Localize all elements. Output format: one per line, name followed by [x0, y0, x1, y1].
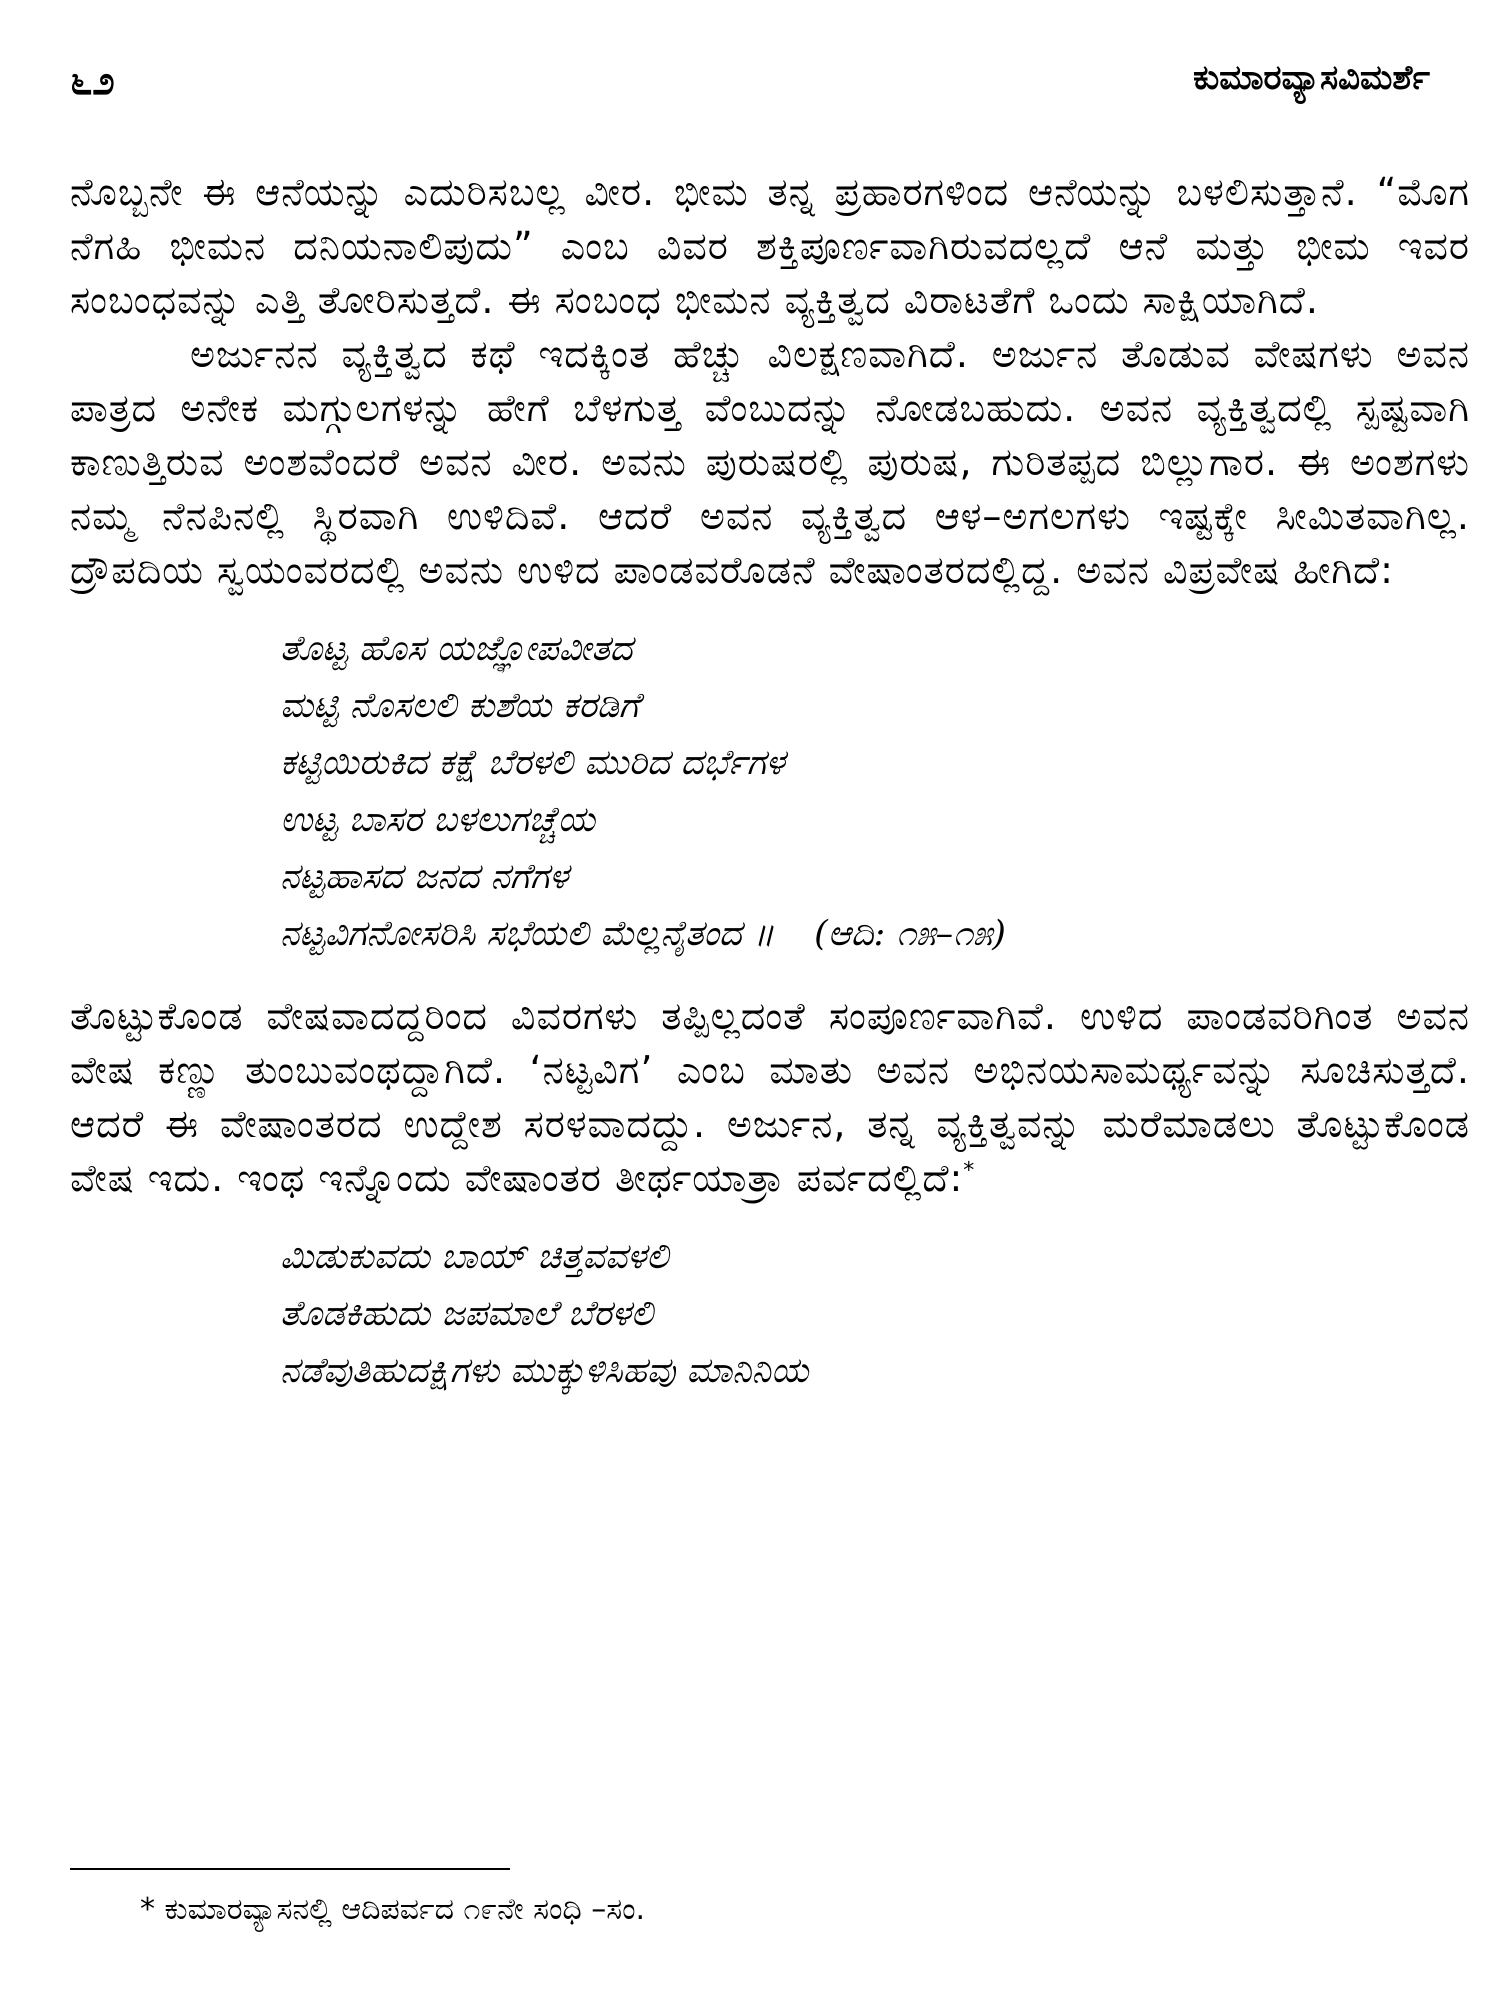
verse-line: ನಟ್ಟಹಾಸದ ಜನದ ನಗೆಗಳ — [280, 857, 569, 897]
footnote: * ಕುಮಾರವ್ಯಾಸನಲ್ಲಿ ಆದಿಪರ್ವದ ೧೯ನೇ ಸಂಧಿ –ಸಂ. — [140, 1892, 646, 1927]
verse-line: ಮಿಡುಕುವದು ಬಾಯ್ ಚಿತ್ತವವಳಲಿ — [280, 1237, 669, 1277]
verse-block — [280, 621, 1470, 963]
paragraph: ಅರ್ಜುನನ ವ್ಯಕ್ತಿತ್ವದ ಕಥೆ ಇದಕ್ಕಿಂತ ಹೆಚ್ಚು ವಿಲಕ್ಷಣವಾಗಿದೆ. ಅರ್ಜುನ ತೊಡುವ ವೇಷಗಳು ಅವನ ಪಾತ್ರದ ಅನೇಕ ಮಗ್ಗುಲಗಳನ್ನು ಹೇಗೆ ಬೆಳಗುತ್ತ ವೆಂಬುದನ್ನು ನೋಡಬಹುದು. ಅವನ ವ್ಯಕ್ತಿತ್ವದಲ್ಲಿ ಸ್ಪಷ್ಟವಾಗಿ ಕಾಣುತ್ತಿರುವ ಅಂಶವೆಂದರೆ ಅವನ ವೀರ. ಅವನು ಪುರುಷರಲ್ಲಿ ಪುರುಷ, ಗುರಿತಪ್ಪದ ಬಿಲ್ಲುಗಾರ. ಈ ಅಂಶಗಳು ನಮ್ಮ ನೆನಪಿನಲ್ಲಿ ಸ್ಥಿರವಾಗಿ ಉಳಿದಿವೆ. ಆದರೆ ಅವನ ವ್ಯಕ್ತಿತ್ವದ ಆಳ–ಅಗಲಗಳು ಇಷ್ಟಕ್ಕೇ ಸೀಮಿತವಾಗಿಲ್ಲ. ದ್ರೌಪದಿಯ ಸ್ವಯಂವರದಲ್ಲಿ ಅವನು ಉಳಿದ ಪಾಂಡವರೊಡನೆ ವೇಷಾಂತರದಲ್ಲಿದ್ದ. ಅವನ ವಿಪ್ರವೇಷ ಹೀಗಿದೆ: — [70, 332, 1470, 592]
footnote-marker: * — [963, 1158, 976, 1184]
paragraph: ನೊಬ್ಬನೇ ಈ ಆನೆಯನ್ನು ಎದುರಿಸಬಲ್ಲ ವೀರ. ಭೀಮ ತನ್ನ ಪ್ರಹಾರಗಳಿಂದ ಆನೆಯನ್ನು ಬಳಲಿಸುತ್ತಾನೆ. “ಮೊಗ ನೆಗಹಿ ಭೀಮನ ದನಿಯನಾಲಿಪುದು” ಎಂಬ ವಿವರ ಶಕ್ತಿಪೂರ್ಣವಾಗಿರುವದಲ್ಲದೆ ಆನೆ ಮತ್ತು ಭೀಮ ಇವರ ಸಂಬಂಧವನ್ನು ಎತ್ತಿ ತೋರಿಸುತ್ತದೆ. ಈ ಸಂಬಂಧ ಭೀಮನ ವ್ಯಕ್ತಿತ್ವದ ವಿರಾಟತೆಗೆ ಒಂದು ಸಾಕ್ಷಿಯಾಗಿದೆ. — [70, 170, 1470, 322]
page-number: ೬೨ — [70, 58, 115, 104]
footnote-divider — [70, 1868, 510, 1870]
verse-line: ತೊಡಕಿಹುದು ಜಪಮಾಲೆ ಬೆರಳಲಿ — [280, 1294, 654, 1334]
verse-line: ನಟ್ಟವಿಗನೋಸರಿಸಿ ಸಭೆಯಲಿ ಮೆಲ್ಲನೈತಂದ ॥ — [280, 914, 775, 954]
body-text — [70, 165, 1470, 1426]
verse-reference: (ಆದಿ: ೧೫–೧೫) — [814, 914, 1006, 954]
verse-line: ತೊಟ್ಟ ಹೊಸ ಯಜ್ಞೋಪವೀತದ — [280, 629, 633, 669]
paragraph — [70, 989, 1470, 1205]
paragraph-text: ತೊಟ್ಟುಕೊಂಡ ವೇಷವಾದದ್ದರಿಂದ ವಿವರಗಳು ತಪ್ಪಿಲ್ಲದಂತೆ ಸಂಪೂರ್ಣವಾಗಿವೆ. ಉಳಿದ ಪಾಂಡವರಿಗಿಂತ ಅವನ ವೇಷ ಕಣ್ಣು ತುಂಬುವಂಥದ್ದಾಗಿದೆ. ‘ನಟ್ಟವಿಗ’ ಎಂಬ ಮಾತು ಅವನ ಅಭಿನಯಸಾಮರ್ಥ್ಯವನ್ನು ಸೂಚಿಸುತ್ತದೆ. ಆದರೆ ಈ ವೇಷಾಂತರದ ಉದ್ದೇಶ ಸರಳವಾದದ್ದು. ಅರ್ಜುನ, ತನ್ನ ವ್ಯಕ್ತಿತ್ವವನ್ನು ಮರೆಮಾಡಲು ತೊಟ್ಟುಕೊಂಡ ವೇಷ ಇದು. ಇಂಥ ಇನ್ನೊಂದು ವೇಷಾಂತರ ತೀರ್ಥಯಾತ್ರಾ ಪರ್ವದಲ್ಲಿದೆ: — [70, 994, 1470, 1200]
verse-line-with-reference — [280, 906, 1470, 963]
page-header — [70, 58, 1430, 108]
running-title: ಕುಮಾರವ್ಯಾಸವಿಮರ್ಶೆ — [1193, 58, 1430, 98]
verse-line: ಕಟ್ಟಿಯಿರುಕಿದ ಕಕ್ಷೆ ಬೆರಳಲಿ ಮುರಿದ ದರ್ಭೆಗಳ — [280, 743, 785, 783]
verse-line: ಮಟ್ಟಿ ನೊಸಲಲಿ ಕುಶೆಯ ಕರಡಿಗೆ — [280, 686, 640, 726]
verse-line: ನಡೆವುತಿಹುದಕ್ಷಿಗಳು ಮುಕ್ಕುಳಿಸಿಹವು ಮಾನಿನಿಯ — [280, 1351, 809, 1391]
verse-line: ಉಟ್ಟ ಬಾಸರ ಬಳಲುಗಚ್ಚೆಯ — [280, 800, 596, 840]
verse-block — [280, 1229, 1470, 1400]
